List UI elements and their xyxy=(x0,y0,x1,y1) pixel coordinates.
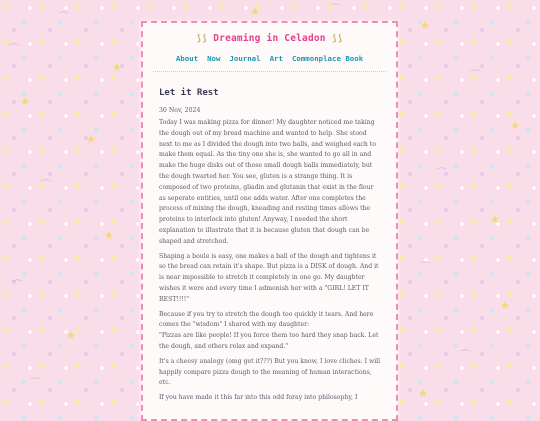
bunny-icon: ⌒ xyxy=(470,69,481,82)
bunny-icon: ⌒ xyxy=(12,279,23,292)
post-date: 30 Nov, 2024 xyxy=(159,107,201,114)
flag-banner-icon: ⟆⟆ xyxy=(196,34,208,44)
post-body xyxy=(159,118,382,404)
star-icon: ★ xyxy=(490,213,500,226)
post-paragraph: Today I was making pizza for dinner! My daughter noticed me taking the dough out of my bread machine and wanted to help. She stood next to me as I divided the dough into two balls, and weighed each to make them equal. As the tiny one she is, she wanted to go all in and make the huge disks out of those small dough balls immediately, but the dough twarted her. You see, gluten is a strange thing. It is composed of two proteins, gliadin and glutanin that exist in the flour as seperate entities, until one adds water. After one completes the process of mixing the dough, kneading and resting times allows the proteins to interlock into gluten! Anyway, I needed the short explanation to illustrate that it is because gluten that dough can be shaped and stretched. xyxy=(159,119,376,245)
star-icon: ★ xyxy=(510,119,520,132)
post-paragraph: Shaping a boule is easy, one makes a ball of the dough and tightens it so the bread can retain it's shape. But pizza is a DISK of dough. And it is near impossible to stretch it completely in one go. My daughter wishes it were and every time I admonish her with a "GIRL! LET IT REST!!!!" xyxy=(159,252,379,303)
star-icon: ★ xyxy=(20,95,30,108)
flag-banner-icon: ⟆⟆ xyxy=(331,34,343,44)
bunny-icon: ⌒ xyxy=(436,167,447,180)
bunny-icon: ⌒ xyxy=(40,179,51,192)
nav-about[interactable]: About xyxy=(175,54,199,63)
post-title: Let it Rest xyxy=(159,88,219,98)
star-icon: ★ xyxy=(86,133,96,146)
post-paragraph: If you have made it this far into this odd foray into philosophy, I xyxy=(159,394,358,402)
star-icon: ★ xyxy=(418,387,428,400)
site-title-text: Dreaming in Celadon xyxy=(213,33,326,44)
star-icon: ★ xyxy=(104,229,114,242)
bunny-icon: ⌒ xyxy=(420,261,431,274)
star-icon: ★ xyxy=(500,299,510,312)
bunny-icon: ⌒ xyxy=(58,11,69,24)
bunny-icon: ⌒ xyxy=(8,43,19,56)
star-icon: ★ xyxy=(420,19,430,32)
bunny-icon: ⌒ xyxy=(30,377,41,390)
main-nav xyxy=(143,54,396,63)
bunny-icon: ⌒ xyxy=(460,349,471,362)
star-icon: ★ xyxy=(250,5,260,18)
bunny-icon: ⌒ xyxy=(330,3,341,16)
site-title[interactable] xyxy=(143,33,396,44)
nav-divider xyxy=(153,71,386,72)
nav-art[interactable]: Art xyxy=(269,54,283,63)
post-paragraph: Because if you try to stretch the dough too quickly it tears. And here comes the "wisdom" I shared with my daughter: "Pizzas are like people! If you force them too hard they snap back. Let the dough, and others relax and expand." xyxy=(159,310,379,350)
post-paragraph: It's a cheesy analogy (omg get it???) But you know, I love cliches. I will happily compare pizza dough to the meaning of human interactions, etc. xyxy=(159,357,381,387)
nav-journal[interactable]: Journal xyxy=(229,54,261,63)
content-panel xyxy=(141,21,398,421)
star-icon: ★ xyxy=(66,329,76,342)
star-icon: ★ xyxy=(112,61,122,74)
nav-now[interactable]: Now xyxy=(207,54,221,63)
nav-commonplace-book[interactable]: Commonplace Book xyxy=(291,54,364,63)
